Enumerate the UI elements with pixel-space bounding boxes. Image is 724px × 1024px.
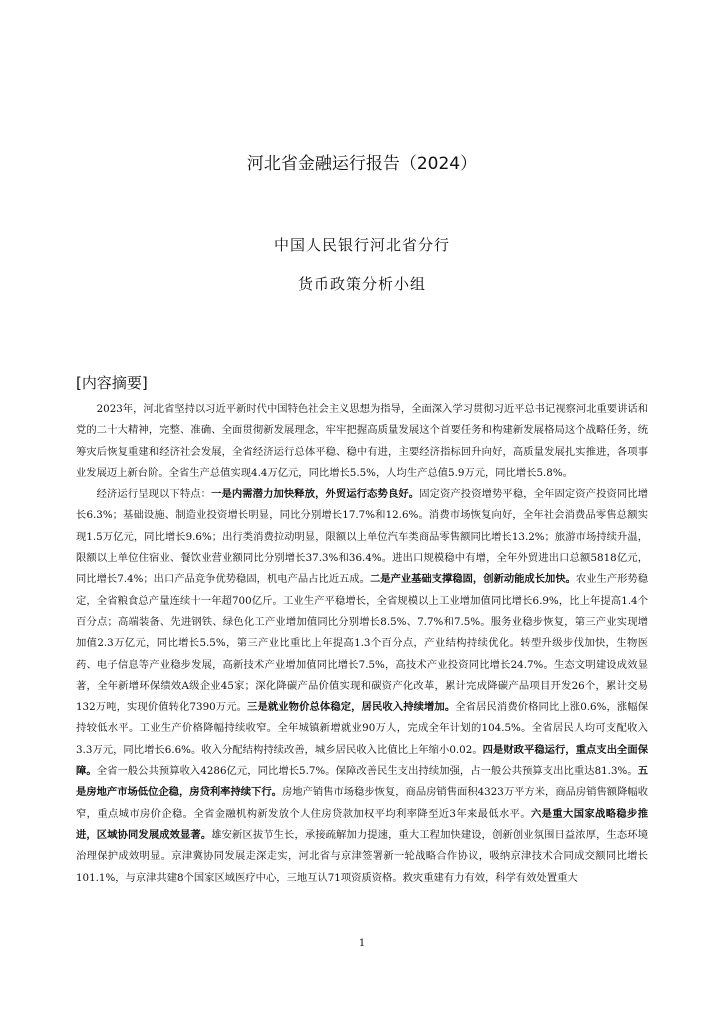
highlight-5: 五是房地产市场低位企稳，房贷利率持续下行。 [76,765,648,799]
detail-3: 全省居民消费价格同比上涨0.6%，涨幅保持较低水平。工业生产价格降幅持续收窄。全年城镇新增就业90万人，完成全年计划的104.5%。全省居民人均可支配收入3.3万元，同比增长6.6%。收入分配结构持续改善，城乡居民收入比值比上年缩小0.02。 [76,701,649,756]
issuing-organization: 中国人民银行河北省分行 [273,236,450,254]
highlight-6: 六是重大国家战略稳步推进，区域协同发展成效显著。 [76,807,648,841]
abstract-body [76,399,648,889]
detail-1: 固定资产投资增势平稳，全年固定资产投资同比增长6.3%；基础设施、制造业投资增长明显，同比分别增长17.7%和12.6%。消费市场恢复向好，全年社会消费品零售总额实现1.5万亿元，同比增长9.6%；出行类消费拉动明显，限额以上单位汽车类商品零售额同比增长13.2%；旅游市场持续升温，限额以上单位住宿业、餐饮业营业额同比分别增长37.3%和36.4%。进出口规模稳中有增，全年外贸进出口总额5818亿元，同比增长7.4%；出口产品竞争优势稳固，机电产品占比近五成。 [76,488,649,586]
abstract-heading: [内容摘要] [76,374,148,392]
highlight-4: 四是财政平稳运行，重点支出全面保障。 [76,743,649,778]
highlight-3: 三是就业物价总体稳定，居民收入持续增加。 [247,701,456,714]
author-group: 货币政策分析小组 [297,275,426,293]
detail-4: 全省一般公共预算收入4286亿元，同比增长5.7%。保障改善民生支出持续加强，占一般公共预算支出比重达81.3%。 [96,765,638,778]
abstract-paragraph-1: 2023年，河北省坚持以习近平新时代中国特色社会主义思想为指导，全面深入学习贯彻习近平总书记视察河北重要讲话和党的二十大精神，完整、准确、全面贯彻新发展理念，牢牢把握高质量发展这个首要任务和构建新发展格局这个战略任务，统筹灾后恢复重建和经济社会发展，全省经济运行总体平稳、稳中有进，主要经济指标回升向好，高质量发展扎实推进，各项事业发展迈上新台阶。全省生产总值实现4.4万亿元，同比增长5.5%，人均生产总值5.9万元，同比增长5.8%。 [76,403,648,479]
detail-5: 房地产销售市场稳步恢复，商品房销售面积4323万平方米，商品房销售额降幅收窄，重点城市房价企稳。全省金融机构新发放个人住房贷款加权平均利率降至近3年来最低水平。 [76,786,648,820]
intro-text: 经济运行呈现以下特点： [96,488,212,501]
detail-2: 农业生产形势稳定，全省粮食总产量连续十一年超700亿斤。工业生产平稳增长，全省规模以上工业增加值同比增长6.9%，比上年提高1.4个百分点；高端装备、先进钢铁、绿色化工产业增加值同比分别增长8.5%、7.7%和7.5%。服务业稳步恢复，第三产业实现增加值2.3万亿元，同比增长5.5%，第三产业比重比上年提高1.3个百分点，产业结构持续优化。转型升级步伐加快，生物医药、电子信息等产业稳步发展，高新技术产业增加值同比增长7.5%，高技术产业投资同比增长24.7%。生态文明建设成效显著，全年新增环保绩效A级企业45家；深化降碳产品价值实现和碳资产化改革，累计完成降碳产品项目开发26个，累计交易132万吨，实现价值转化7390万元。 [76,573,649,714]
highlight-2: 二是产业基础支撑稳固，创新动能成长加快。 [369,573,576,586]
page-number: 1 [358,938,366,949]
detail-6: 雄安新区拔节生长，承接疏解加力提速，重大工程加快建设，创新创业氛围日益浓厚，生态环境治理保护成效明显。京津冀协同发展走深走实，河北省与京津签署新一轮战略合作协议，吸纳京津技术合同成交额同比增长101.1%，与京津共建8个国家区域医疗中心，三地互认71项资质资格。救灾重建有力有效，科学有效处置重大 [76,828,649,884]
abstract-paragraph-2 [76,484,648,889]
highlight-1: 一是内需潜力加快释放，外贸运行态势良好。 [211,488,420,501]
report-title: 河北省金融运行报告（2024） [246,154,478,174]
